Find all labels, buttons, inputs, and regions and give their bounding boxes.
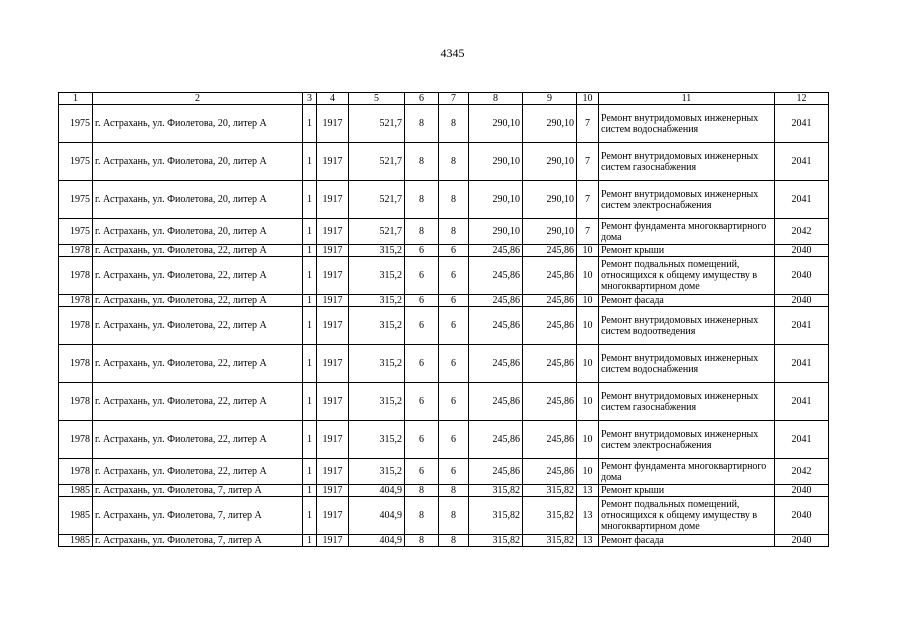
cell-col3: 1 <box>303 485 317 497</box>
cell-address: г. Астрахань, ул. Фиолетова, 22, литер А <box>93 421 303 459</box>
cell-work-type: Ремонт внутридомовых инженерных систем газоснабжения <box>599 383 775 421</box>
cell-id: 1978 <box>59 383 93 421</box>
table-row <box>59 497 829 535</box>
cell-col9: 290,10 <box>523 181 577 219</box>
cell-id: 1978 <box>59 459 93 485</box>
cell-col3: 1 <box>303 459 317 485</box>
cell-address: г. Астрахань, ул. Фиолетова, 20, литер А <box>93 181 303 219</box>
cell-col8: 290,10 <box>469 219 523 245</box>
cell-work-type: Ремонт крыши <box>599 485 775 497</box>
cell-col10: 10 <box>577 383 599 421</box>
table-row <box>59 295 829 307</box>
cell-col7: 8 <box>439 105 469 143</box>
cell-col10: 13 <box>577 535 599 547</box>
cell-year-built: 1917 <box>317 485 349 497</box>
cell-id: 1978 <box>59 295 93 307</box>
cell-col10: 7 <box>577 143 599 181</box>
cell-address: г. Астрахань, ул. Фиолетова, 22, литер А <box>93 459 303 485</box>
cell-id: 1978 <box>59 245 93 257</box>
cell-year-built: 1917 <box>317 105 349 143</box>
cell-col10: 13 <box>577 485 599 497</box>
cell-col7: 8 <box>439 497 469 535</box>
cell-address: г. Астрахань, ул. Фиолетова, 7, литер А <box>93 535 303 547</box>
cell-year-planned: 2041 <box>775 383 829 421</box>
cell-area: 404,9 <box>349 497 405 535</box>
cell-area: 404,9 <box>349 535 405 547</box>
cell-work-type: Ремонт внутридомовых инженерных систем электроснабжения <box>599 421 775 459</box>
cell-id: 1978 <box>59 257 93 295</box>
cell-year-built: 1917 <box>317 459 349 485</box>
table-row <box>59 345 829 383</box>
cell-address: г. Астрахань, ул. Фиолетова, 22, литер А <box>93 383 303 421</box>
cell-year-planned: 2040 <box>775 497 829 535</box>
cell-id: 1985 <box>59 535 93 547</box>
cell-col9: 245,86 <box>523 245 577 257</box>
cell-col8: 245,86 <box>469 345 523 383</box>
cell-col9: 290,10 <box>523 143 577 181</box>
header-cell: 11 <box>599 93 775 105</box>
cell-col10: 7 <box>577 181 599 219</box>
table-row <box>59 535 829 547</box>
cell-work-type: Ремонт внутридомовых инженерных систем водоснабжения <box>599 105 775 143</box>
cell-id: 1975 <box>59 105 93 143</box>
cell-year-built: 1917 <box>317 257 349 295</box>
cell-col7: 8 <box>439 535 469 547</box>
table-row <box>59 143 829 181</box>
header-cell: 12 <box>775 93 829 105</box>
cell-col9: 315,82 <box>523 485 577 497</box>
cell-col10: 7 <box>577 105 599 143</box>
cell-col9: 245,86 <box>523 295 577 307</box>
header-cell: 1 <box>59 93 93 105</box>
header-cell: 9 <box>523 93 577 105</box>
cell-col8: 245,86 <box>469 421 523 459</box>
cell-col3: 1 <box>303 307 317 345</box>
cell-address: г. Астрахань, ул. Фиолетова, 7, литер А <box>93 497 303 535</box>
header-cell: 3 <box>303 93 317 105</box>
cell-year-planned: 2040 <box>775 535 829 547</box>
cell-col7: 6 <box>439 245 469 257</box>
cell-col3: 1 <box>303 345 317 383</box>
header-cell: 6 <box>405 93 439 105</box>
cell-col10: 7 <box>577 219 599 245</box>
cell-area: 315,2 <box>349 421 405 459</box>
cell-work-type: Ремонт подвальных помещений, относящихся к общему имуществу в многоквартирном доме <box>599 497 775 535</box>
cell-area: 315,2 <box>349 257 405 295</box>
cell-year-planned: 2040 <box>775 257 829 295</box>
cell-col6: 8 <box>405 497 439 535</box>
header-cell: 10 <box>577 93 599 105</box>
header-cell: 4 <box>317 93 349 105</box>
cell-col10: 10 <box>577 245 599 257</box>
cell-address: г. Астрахань, ул. Фиолетова, 20, литер А <box>93 105 303 143</box>
cell-work-type: Ремонт внутридомовых инженерных систем электроснабжения <box>599 181 775 219</box>
cell-year-planned: 2040 <box>775 295 829 307</box>
cell-col10: 10 <box>577 257 599 295</box>
header-cell: 8 <box>469 93 523 105</box>
table-row <box>59 485 829 497</box>
cell-col9: 245,86 <box>523 257 577 295</box>
cell-col3: 1 <box>303 535 317 547</box>
cell-col6: 6 <box>405 383 439 421</box>
table-body <box>59 93 829 547</box>
cell-col8: 315,82 <box>469 497 523 535</box>
cell-col10: 10 <box>577 421 599 459</box>
cell-id: 1978 <box>59 345 93 383</box>
cell-col3: 1 <box>303 257 317 295</box>
cell-col6: 8 <box>405 105 439 143</box>
cell-work-type: Ремонт крыши <box>599 245 775 257</box>
cell-work-type: Ремонт фундамента многоквартирного дома <box>599 219 775 245</box>
cell-col3: 1 <box>303 245 317 257</box>
cell-col3: 1 <box>303 421 317 459</box>
cell-col7: 6 <box>439 307 469 345</box>
cell-year-built: 1917 <box>317 143 349 181</box>
cell-col10: 10 <box>577 307 599 345</box>
cell-work-type: Ремонт фасада <box>599 535 775 547</box>
cell-year-planned: 2040 <box>775 485 829 497</box>
cell-col9: 245,86 <box>523 459 577 485</box>
table-row <box>59 307 829 345</box>
cell-year-planned: 2041 <box>775 421 829 459</box>
cell-col3: 1 <box>303 143 317 181</box>
cell-year-planned: 2042 <box>775 459 829 485</box>
header-row <box>59 93 829 105</box>
cell-col7: 6 <box>439 421 469 459</box>
cell-col9: 315,82 <box>523 535 577 547</box>
cell-address: г. Астрахань, ул. Фиолетова, 22, литер А <box>93 345 303 383</box>
cell-work-type: Ремонт подвальных помещений, относящихся к общему имуществу в многоквартирном доме <box>599 257 775 295</box>
cell-work-type: Ремонт внутридомовых инженерных систем газоснабжения <box>599 143 775 181</box>
cell-col9: 245,86 <box>523 307 577 345</box>
header-cell: 7 <box>439 93 469 105</box>
cell-address: г. Астрахань, ул. Фиолетова, 22, литер А <box>93 295 303 307</box>
cell-area: 521,7 <box>349 181 405 219</box>
cell-year-planned: 2041 <box>775 307 829 345</box>
cell-year-planned: 2041 <box>775 345 829 383</box>
cell-col9: 245,86 <box>523 421 577 459</box>
cell-id: 1975 <box>59 219 93 245</box>
cell-col9: 245,86 <box>523 383 577 421</box>
cell-col10: 10 <box>577 345 599 383</box>
cell-col3: 1 <box>303 497 317 535</box>
cell-id: 1985 <box>59 485 93 497</box>
header-cell: 5 <box>349 93 405 105</box>
cell-work-type: Ремонт фундамента многоквартирного дома <box>599 459 775 485</box>
cell-col6: 8 <box>405 143 439 181</box>
cell-year-built: 1917 <box>317 345 349 383</box>
cell-col8: 315,82 <box>469 535 523 547</box>
cell-year-built: 1917 <box>317 307 349 345</box>
cell-area: 404,9 <box>349 485 405 497</box>
cell-col7: 8 <box>439 219 469 245</box>
cell-col3: 1 <box>303 383 317 421</box>
cell-work-type: Ремонт внутридомовых инженерных систем водоотведения <box>599 307 775 345</box>
cell-year-planned: 2042 <box>775 219 829 245</box>
cell-col9: 290,10 <box>523 105 577 143</box>
cell-id: 1975 <box>59 181 93 219</box>
cell-col8: 290,10 <box>469 181 523 219</box>
cell-work-type: Ремонт внутридомовых инженерных систем водоснабжения <box>599 345 775 383</box>
cell-area: 315,2 <box>349 383 405 421</box>
page-number: 4345 <box>440 46 465 60</box>
cell-id: 1975 <box>59 143 93 181</box>
cell-col7: 8 <box>439 485 469 497</box>
cell-year-built: 1917 <box>317 219 349 245</box>
cell-col7: 6 <box>439 383 469 421</box>
cell-address: г. Астрахань, ул. Фиолетова, 20, литер А <box>93 143 303 181</box>
cell-col8: 245,86 <box>469 383 523 421</box>
cell-year-planned: 2041 <box>775 181 829 219</box>
cell-col7: 8 <box>439 181 469 219</box>
table-row <box>59 105 829 143</box>
cell-col8: 290,10 <box>469 105 523 143</box>
cell-col6: 8 <box>405 485 439 497</box>
cell-area: 521,7 <box>349 105 405 143</box>
cell-year-planned: 2041 <box>775 143 829 181</box>
cell-id: 1978 <box>59 421 93 459</box>
cell-col7: 8 <box>439 143 469 181</box>
cell-area: 521,7 <box>349 219 405 245</box>
cell-col9: 245,86 <box>523 345 577 383</box>
cell-area: 315,2 <box>349 459 405 485</box>
table-row <box>59 383 829 421</box>
cell-col7: 6 <box>439 295 469 307</box>
cell-col10: 13 <box>577 497 599 535</box>
cell-col6: 6 <box>405 307 439 345</box>
cell-col7: 6 <box>439 459 469 485</box>
cell-col6: 8 <box>405 535 439 547</box>
cell-col3: 1 <box>303 219 317 245</box>
cell-year-planned: 2041 <box>775 105 829 143</box>
table-row <box>59 181 829 219</box>
table-row <box>59 257 829 295</box>
cell-area: 315,2 <box>349 245 405 257</box>
table-row <box>59 219 829 245</box>
cell-col3: 1 <box>303 295 317 307</box>
cell-area: 315,2 <box>349 307 405 345</box>
cell-work-type: Ремонт фасада <box>599 295 775 307</box>
cell-year-built: 1917 <box>317 245 349 257</box>
cell-area: 521,7 <box>349 143 405 181</box>
table-row <box>59 245 829 257</box>
cell-col8: 245,86 <box>469 295 523 307</box>
cell-col3: 1 <box>303 181 317 219</box>
cell-col8: 245,86 <box>469 459 523 485</box>
cell-col6: 6 <box>405 421 439 459</box>
cell-col6: 8 <box>405 219 439 245</box>
cell-year-built: 1917 <box>317 295 349 307</box>
table-row <box>59 459 829 485</box>
cell-col3: 1 <box>303 105 317 143</box>
cell-col6: 6 <box>405 345 439 383</box>
cell-area: 315,2 <box>349 345 405 383</box>
cell-col8: 245,86 <box>469 307 523 345</box>
cell-year-built: 1917 <box>317 181 349 219</box>
cell-address: г. Астрахань, ул. Фиолетова, 22, литер А <box>93 257 303 295</box>
cell-year-built: 1917 <box>317 421 349 459</box>
cell-address: г. Астрахань, ул. Фиолетова, 22, литер А <box>93 245 303 257</box>
cell-col8: 315,82 <box>469 485 523 497</box>
cell-col9: 315,82 <box>523 497 577 535</box>
cell-year-planned: 2040 <box>775 245 829 257</box>
cell-col7: 6 <box>439 345 469 383</box>
cell-col6: 8 <box>405 181 439 219</box>
cell-year-built: 1917 <box>317 535 349 547</box>
cell-address: г. Астрахань, ул. Фиолетова, 7, литер А <box>93 485 303 497</box>
cell-col6: 6 <box>405 257 439 295</box>
cell-col9: 290,10 <box>523 219 577 245</box>
table-row <box>59 421 829 459</box>
cell-col10: 10 <box>577 459 599 485</box>
cell-id: 1978 <box>59 307 93 345</box>
header-cell: 2 <box>93 93 303 105</box>
cell-col6: 6 <box>405 245 439 257</box>
cell-col6: 6 <box>405 459 439 485</box>
cell-col6: 6 <box>405 295 439 307</box>
cell-col7: 6 <box>439 257 469 295</box>
cell-col8: 245,86 <box>469 257 523 295</box>
cell-year-built: 1917 <box>317 497 349 535</box>
cell-col8: 245,86 <box>469 245 523 257</box>
cell-col8: 290,10 <box>469 143 523 181</box>
repair-schedule-table <box>58 92 829 547</box>
cell-address: г. Астрахань, ул. Фиолетова, 20, литер А <box>93 219 303 245</box>
cell-year-built: 1917 <box>317 383 349 421</box>
cell-address: г. Астрахань, ул. Фиолетова, 22, литер А <box>93 307 303 345</box>
cell-col10: 10 <box>577 295 599 307</box>
cell-id: 1985 <box>59 497 93 535</box>
cell-area: 315,2 <box>349 295 405 307</box>
